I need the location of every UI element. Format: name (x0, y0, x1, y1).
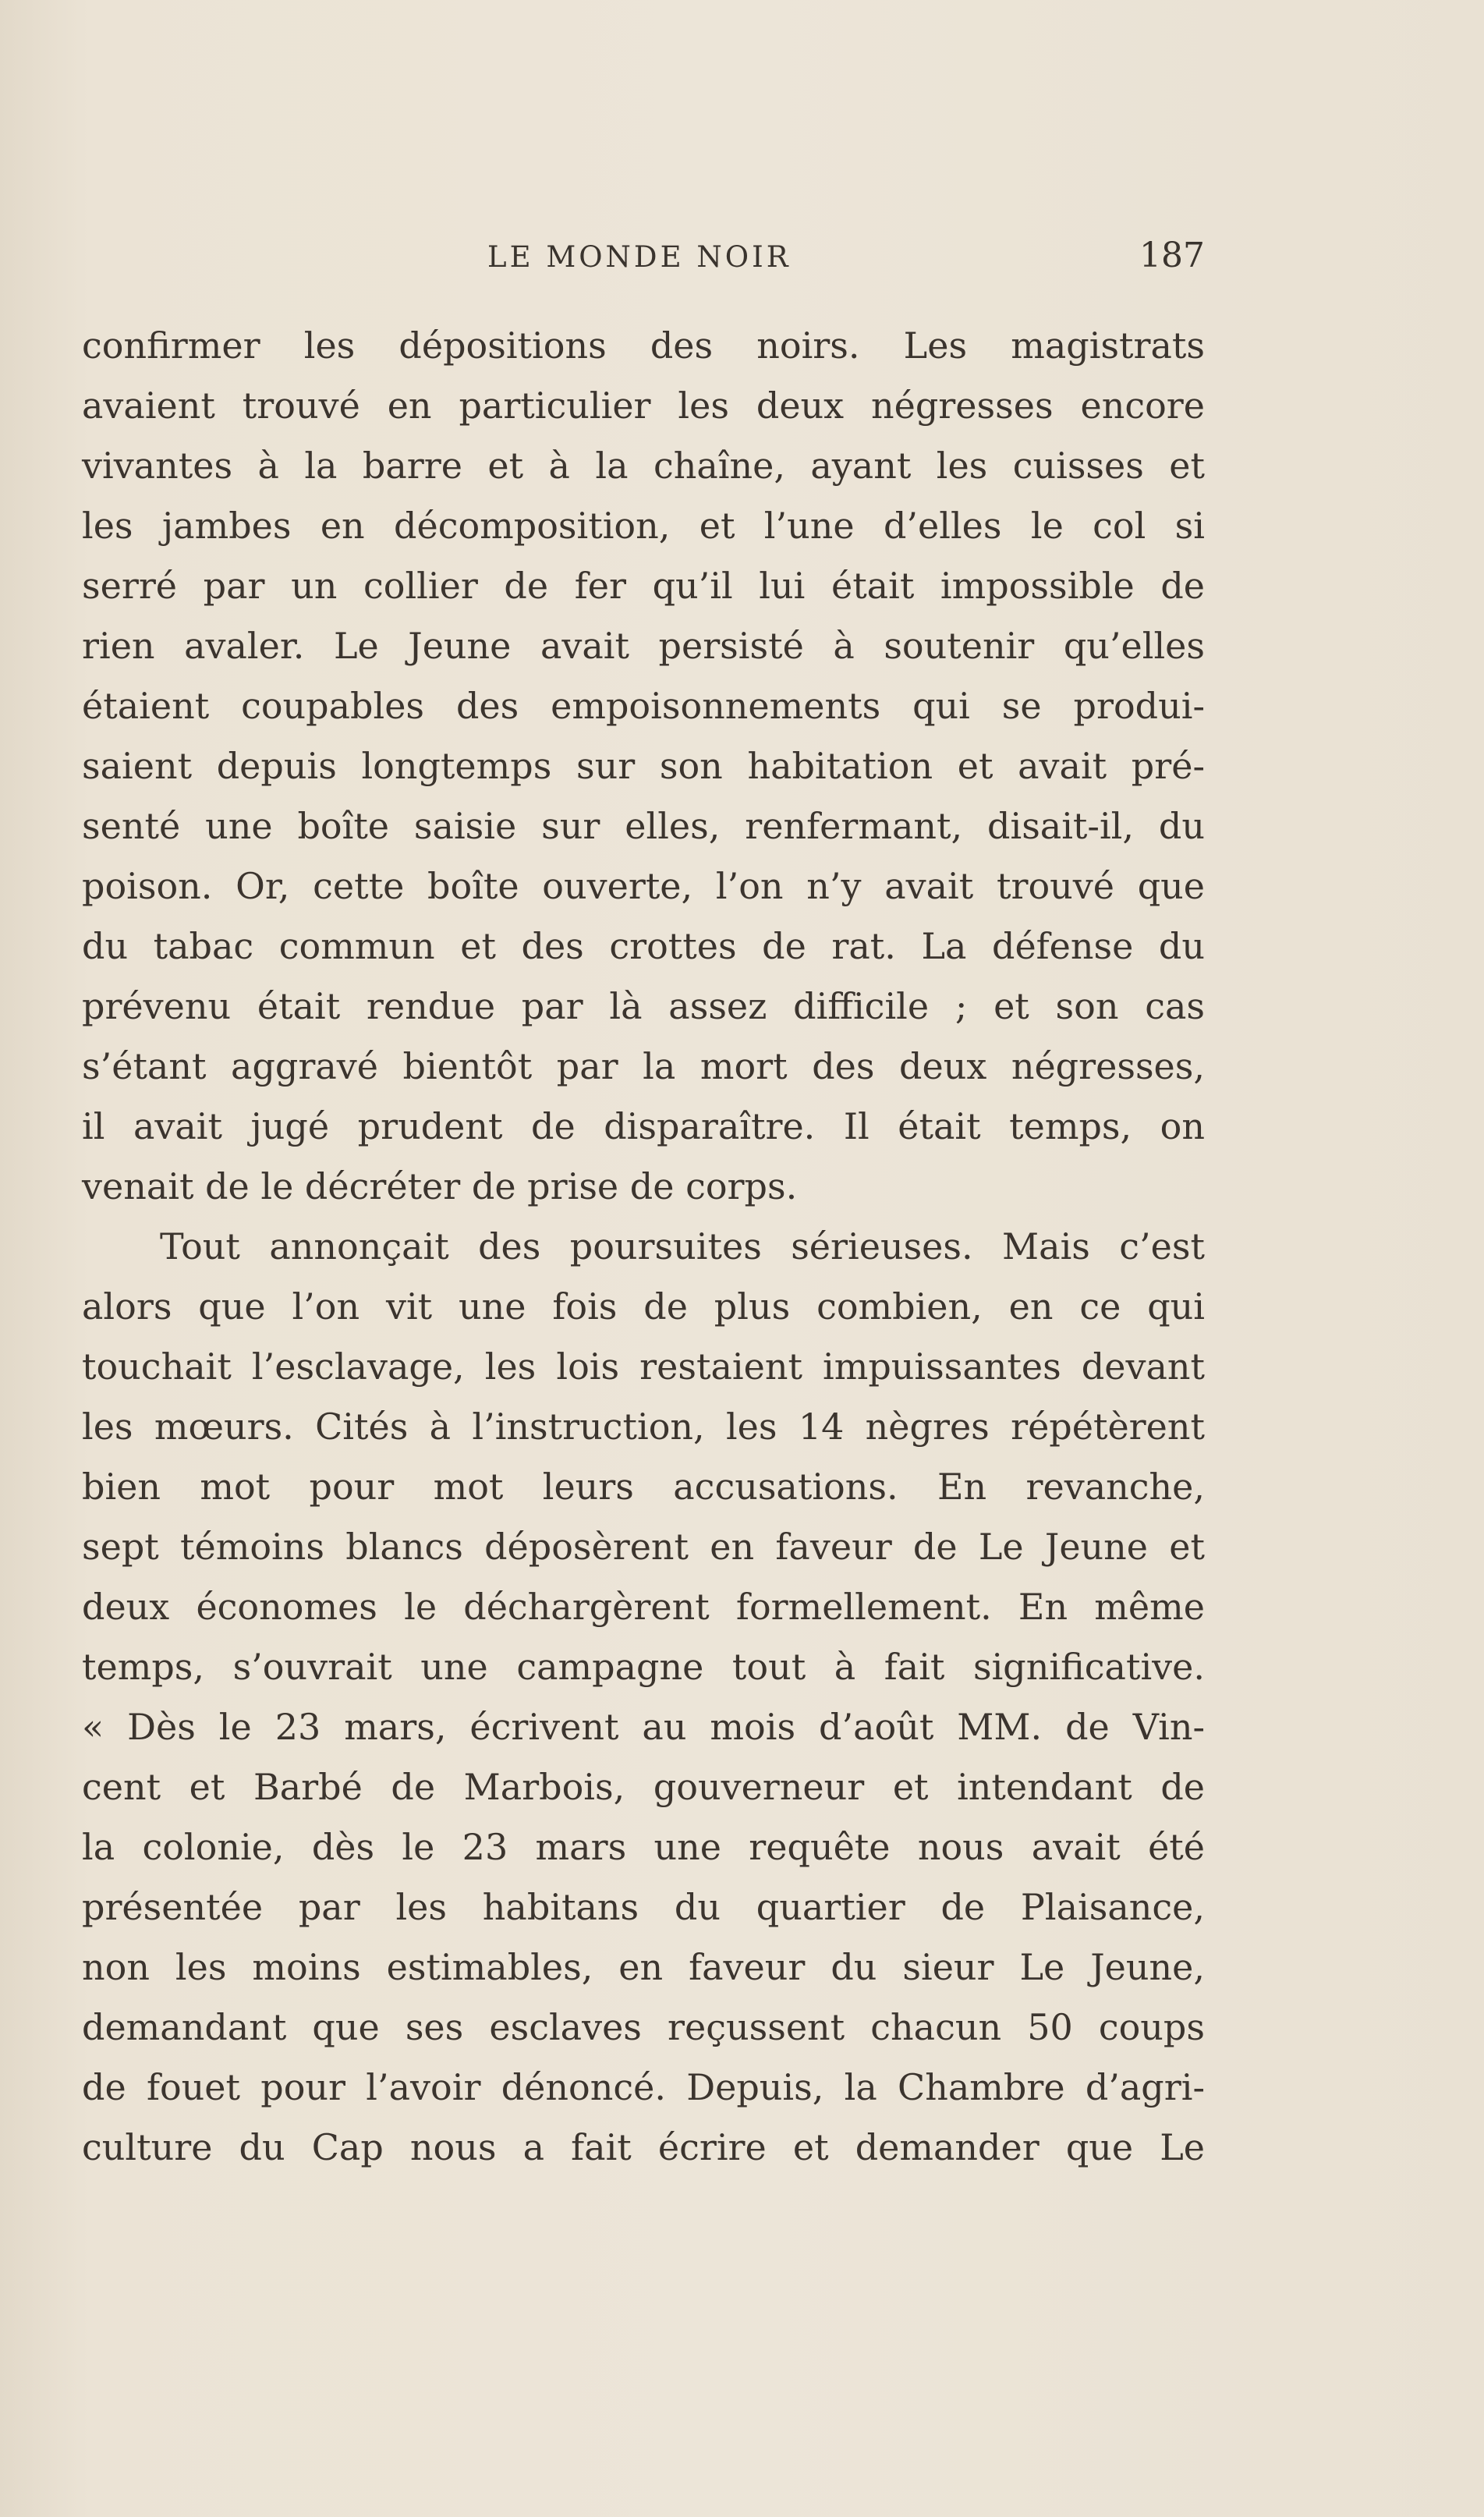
text-line: culture du Cap nous a fait écrire et demander que Le (82, 2126, 1205, 2168)
text-line: deux économes le déchargèrent formellement. En même (82, 1586, 1205, 1628)
text-line: poison. Or, cette boîte ouverte, l’on n’y avait trouvé que (82, 865, 1205, 907)
text-line: rien avaler. Le Jeune avait persisté à soutenir qu’elles (82, 625, 1205, 667)
text-line: prévenu était rendue par là assez difficile ; et son cas (82, 985, 1205, 1027)
text-line: non les moins estimables, en faveur du sieur Le Jeune, (82, 1946, 1205, 1988)
text-line: avaient trouvé en particulier les deux négresses encore (82, 385, 1205, 427)
text-line: présentée par les habitans du quartier de Plaisance, (82, 1886, 1205, 1928)
text-line: confirmer les dépositions des noirs. Les magistrats (82, 324, 1205, 367)
text-line: touchait l’esclavage, les lois restaient impuissantes devant (82, 1345, 1205, 1388)
paragraph-1 (82, 316, 1205, 1217)
text-line: s’étant aggravé bientôt par la mort des deux négresses, (82, 1045, 1205, 1087)
running-title: LE MONDE NOIR (487, 240, 792, 274)
text-line: venait de le décréter de prise de corps. (82, 1165, 798, 1207)
text-line: Tout annonçait des poursuites sérieuses. Mais c’est (160, 1225, 1205, 1267)
text-line: étaient coupables des empoisonnements qui se produi- (82, 685, 1205, 727)
text-line: les mœurs. Cités à l’instruction, les 14 nègres répétèrent (82, 1406, 1205, 1448)
text-line: il avait jugé prudent de disparaître. Il était temps, on (82, 1105, 1205, 1147)
text-line: du tabac commun et des crottes de rat. La défense du (82, 925, 1205, 967)
text-line: vivantes à la barre et à la chaîne, ayant les cuisses et (82, 445, 1205, 487)
text-line: « Dès le 23 mars, écrivent au mois d’août MM. de Vin- (82, 1706, 1205, 1748)
text-line: bien mot pour mot leurs accusations. En revanche, (82, 1466, 1205, 1508)
text-line: saient depuis longtemps sur son habitation et avait pré- (82, 745, 1205, 787)
text-line: senté une boîte saisie sur elles, renfermant, disait-il, du (82, 805, 1205, 847)
text-line: sept témoins blancs déposèrent en faveur de Le Jeune et (82, 1526, 1205, 1568)
text-line: alors que l’on vit une fois de plus combien, en ce qui (82, 1285, 1205, 1328)
text-line: les jambes en décomposition, et l’une d’elles le col si (82, 505, 1205, 547)
page-number: 187 (1139, 236, 1205, 275)
paragraph-2 (82, 1217, 1205, 2178)
page-header (82, 234, 1205, 289)
text-line: cent et Barbé de Marbois, gouverneur et intendant de (82, 1766, 1205, 1808)
text-line: demandant que ses esclaves reçussent chacun 50 coups (82, 2006, 1205, 2048)
body-text (82, 316, 1205, 2178)
text-line: serré par un collier de fer qu’il lui était impossible de (82, 565, 1205, 607)
text-line: temps, s’ouvrait une campagne tout à fait significative. (82, 1646, 1205, 1688)
text-line: la colonie, dès le 23 mars une requête nous avait été (82, 1826, 1205, 1868)
text-line: de fouet pour l’avoir dénoncé. Depuis, la Chambre d’agri- (82, 2066, 1205, 2108)
